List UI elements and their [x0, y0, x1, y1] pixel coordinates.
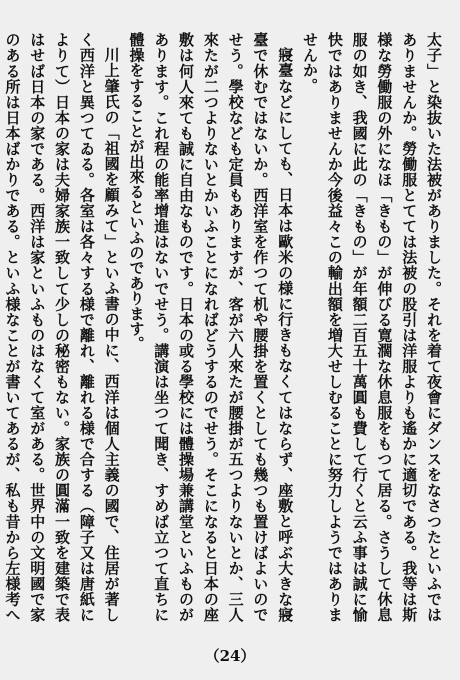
paragraph-2: 寢臺などにしても、日本は歐米の様に行きもなくてはならず、座敷と呼ぶ大きな寢臺で休むではないか。西洋室を作つて机や腰掛を置くとしても幾つも置けばよいのでせう。學校なども定員もありますが、客が六人來たが腰掛が五つよりないとか、三人來たが二つよりないとかいふことになればどうするのでせう。そこになると日本の座敷は何人來ても誠に自由なものです。日本の或る學校には體操場兼講堂といふものがあります。これ程の能率增進はないでせう。講演は坐つて聞き、すめば立つて直ちに體操をすることが出來るといふのであります。	[127, 32, 295, 622]
page-number: （24）	[204, 647, 256, 665]
vertical-text-body	[3, 32, 446, 622]
paragraph-3: 川上肇氏の「祖國を顧みて」といふ書の中に、西洋は個人主義の國で、住居が著しく西洋と異つてゐる。各室は各々する様で離れ、離れる様で合する（障子又は唐紙によりて）日本の家は夫婦家族一致して少しの秘密もない。家族の圓滿一致を建築で表はせば日本の家である。西洋は家といふものはなくて室がある。世界中の文明國で家のある所は日本ばかりである。といふ様なことが書いてあるが、私も昔から左様考へ	[3, 32, 121, 622]
paragraph-1: 太子」と染抜いた法被がありました。それを着て夜會にダンスをなさつたといふではありませんか。勞働服とてては法被の股引は洋服よりも遙かに適切である。我等は斯様な勞働服の外になほ「きもの」が伸びる寛濶な休息服をもつて居る。さうして休息服の如き、我國に此の「きもの」が年額二百五十萬圓も費して行くと云ふ事は誠に愉快ではありませんか今後益々この輸出額を増大せしむることに努力しようではありませんか。	[301, 32, 443, 622]
